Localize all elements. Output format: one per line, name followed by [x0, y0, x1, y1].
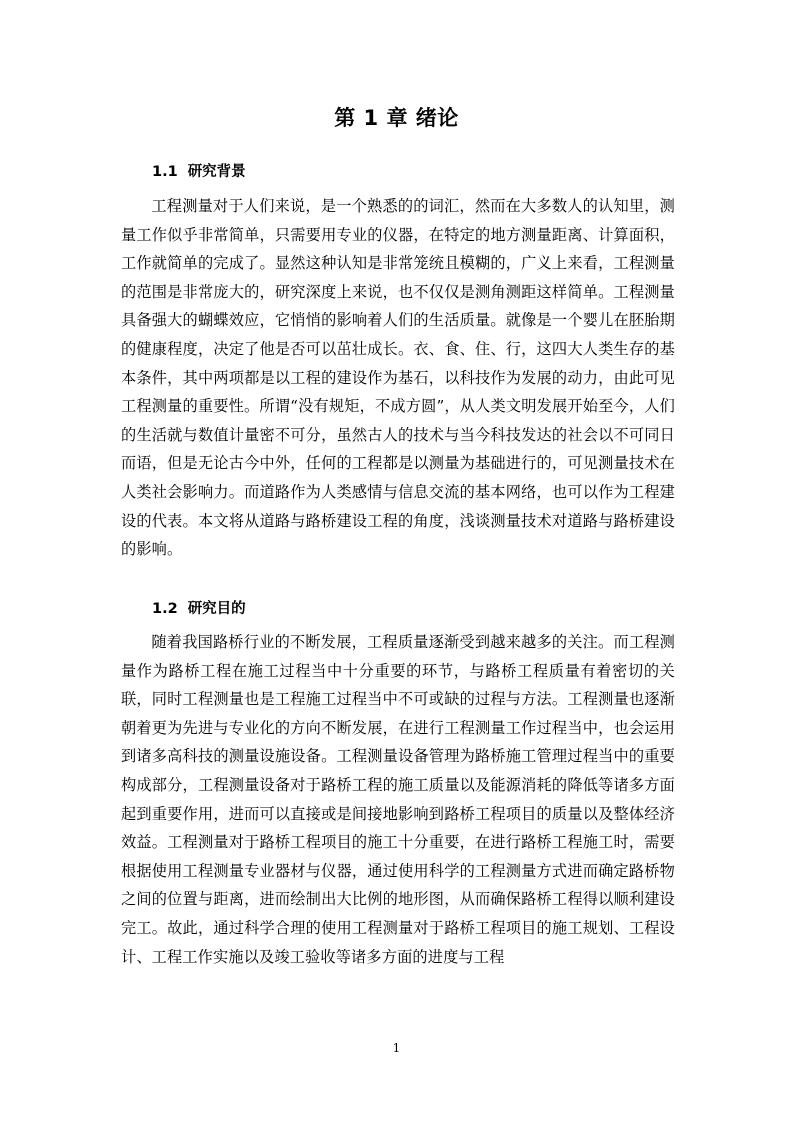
- section-number: 1.1: [152, 164, 178, 180]
- section-title: 研究目的: [187, 601, 246, 617]
- chapter-title: 第 1 章 绪论: [334, 106, 459, 130]
- section-heading-1-2: [152, 599, 246, 619]
- page-number: 1: [392, 1041, 401, 1055]
- section-number: 1.2: [152, 601, 178, 617]
- section-heading-1-1: [152, 162, 246, 182]
- paragraph-research-background: 工程测量对于人们来说，是一个熟悉的的词汇，然而在大多数人的认知里，测量工作似乎非常简单，只需要用专业的仪器，在特定的地方测量距离、计算面积，工作就简单的完成了。显然这种认知是非常笼统且模糊的，广义上来看，工程测量的范围是非常庞大的，研究深度上来说，也不仅仅是测角测距这样简单。工程测量具备强大的蝴蝶效应，它悄悄的影响着人们的生活质量。就像是一个婴儿在胚胎期的健康程度，决定了他是否可以茁壮成长。衣、食、住、行，这四大人类生存的基本条件，其中两项都是以工程的建设作为基石，以科技作为发展的动力，由此可见工程测量的重要性。所谓“没有规矩，不成方圆”，从人类文明发展开始至今，人们的生活就与数值计量密不可分，虽然古人的技术与当今科技发达的社会以不可同日而语，但是无论古今中外，任何的工程都是以测量为基础进行的，可见测量技术在人类社会影响力。而道路作为人类感情与信息交流的基本网络，也可以作为工程建设的代表。本文将从道路与路桥建设工程的角度，浅谈测量技术对道路与路桥建设的影响。: [121, 197, 675, 559]
- section-title: 研究背景: [187, 164, 246, 180]
- paragraph-research-purpose: 随着我国路桥行业的不断发展，工程质量逐渐受到越来越多的关注。而工程测量作为路桥工程在施工过程当中十分重要的环节，与路桥工程质量有着密切的关联，同时工程测量也是工程施工过程当中不可或缺的过程与方法。工程测量也逐渐朝着更为先进与专业化的方向不断发展，在进行工程测量工作过程当中，也会运用到诸多高科技的测量设施设备。工程测量设备管理为路桥施工管理过程当中的重要构成部分，工程测量设备对于路桥工程的施工质量以及能源消耗的降低等诸多方面起到重要作用，进而可以直接或是间接地影响到路桥工程项目的质量以及整体经济效益。工程测量对于路桥工程项目的施工十分重要，在进行路桥工程施工时，需要根据使用工程测量专业器材与仪器，通过使用科学的工程测量方式进而确定路桥物之间的位置与距离，进而绘制出大比例的地形图，从而确保路桥工程得以顺利建设完工。故此，通过科学合理的使用工程测量对于路桥工程项目的施工规划、工程设计、工程工作实施以及竣工验收等诸多方面的进度与工程: [121, 633, 675, 966]
